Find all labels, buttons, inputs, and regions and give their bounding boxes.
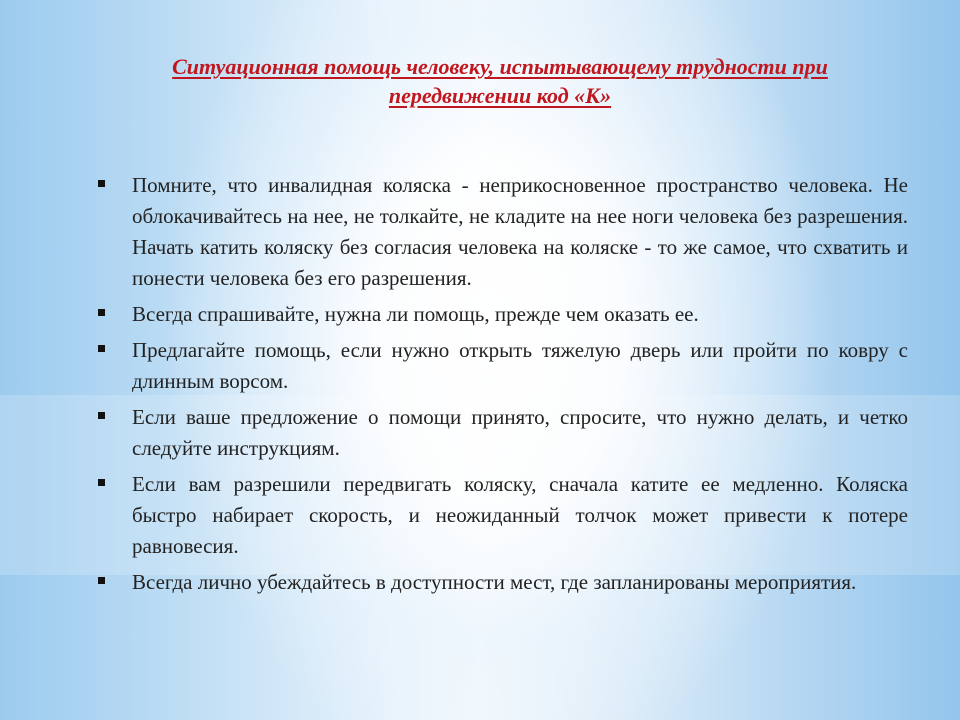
- list-item: [96, 170, 908, 294]
- bullet-list: [96, 170, 908, 603]
- list-item: [96, 402, 908, 464]
- list-item-text: Предлагайте помощь, если нужно открыть тяжелую дверь или пройти по ковру с длинным ворсом.: [132, 338, 908, 393]
- slide-title: [70, 52, 930, 110]
- square-bullet-icon: [98, 577, 105, 584]
- list-item-text: Если ваше предложение о помощи принято, спросите, что нужно делать, и четко следуйте инструкциям.: [132, 405, 908, 460]
- square-bullet-icon: [98, 412, 105, 419]
- list-item-text: Помните, что инвалидная коляска - неприкосновенное пространство человека. Не облокачивайтесь на нее, не толкайте, не кладите на нее ноги человека без разрешения. Начать катить коляску без согласия человека на коляске - то же самое, что схватить и понести человека без его разрешения.: [132, 173, 908, 290]
- square-bullet-icon: [98, 479, 105, 486]
- list-item: [96, 335, 908, 397]
- list-item: [96, 567, 908, 598]
- list-item-text: Всегда лично убеждайтесь в доступности мест, где запланированы мероприятия.: [132, 570, 857, 594]
- list-item: [96, 299, 908, 330]
- slide-title-line-1: Ситуационная помощь человеку, испытывающему трудности при: [172, 54, 828, 79]
- list-item-text: Если вам разрешили передвигать коляску, сначала катите ее медленно. Коляска быстро набирает скорость, и неожиданный толчок может привести к потере равновесия.: [132, 472, 908, 558]
- square-bullet-icon: [98, 309, 105, 316]
- slide-title-line-2: передвижении код «К»: [388, 83, 612, 108]
- list-item: [96, 469, 908, 562]
- square-bullet-icon: [98, 180, 105, 187]
- square-bullet-icon: [98, 345, 105, 352]
- list-item-text: Всегда спрашивайте, нужна ли помощь, прежде чем оказать ее.: [132, 302, 699, 326]
